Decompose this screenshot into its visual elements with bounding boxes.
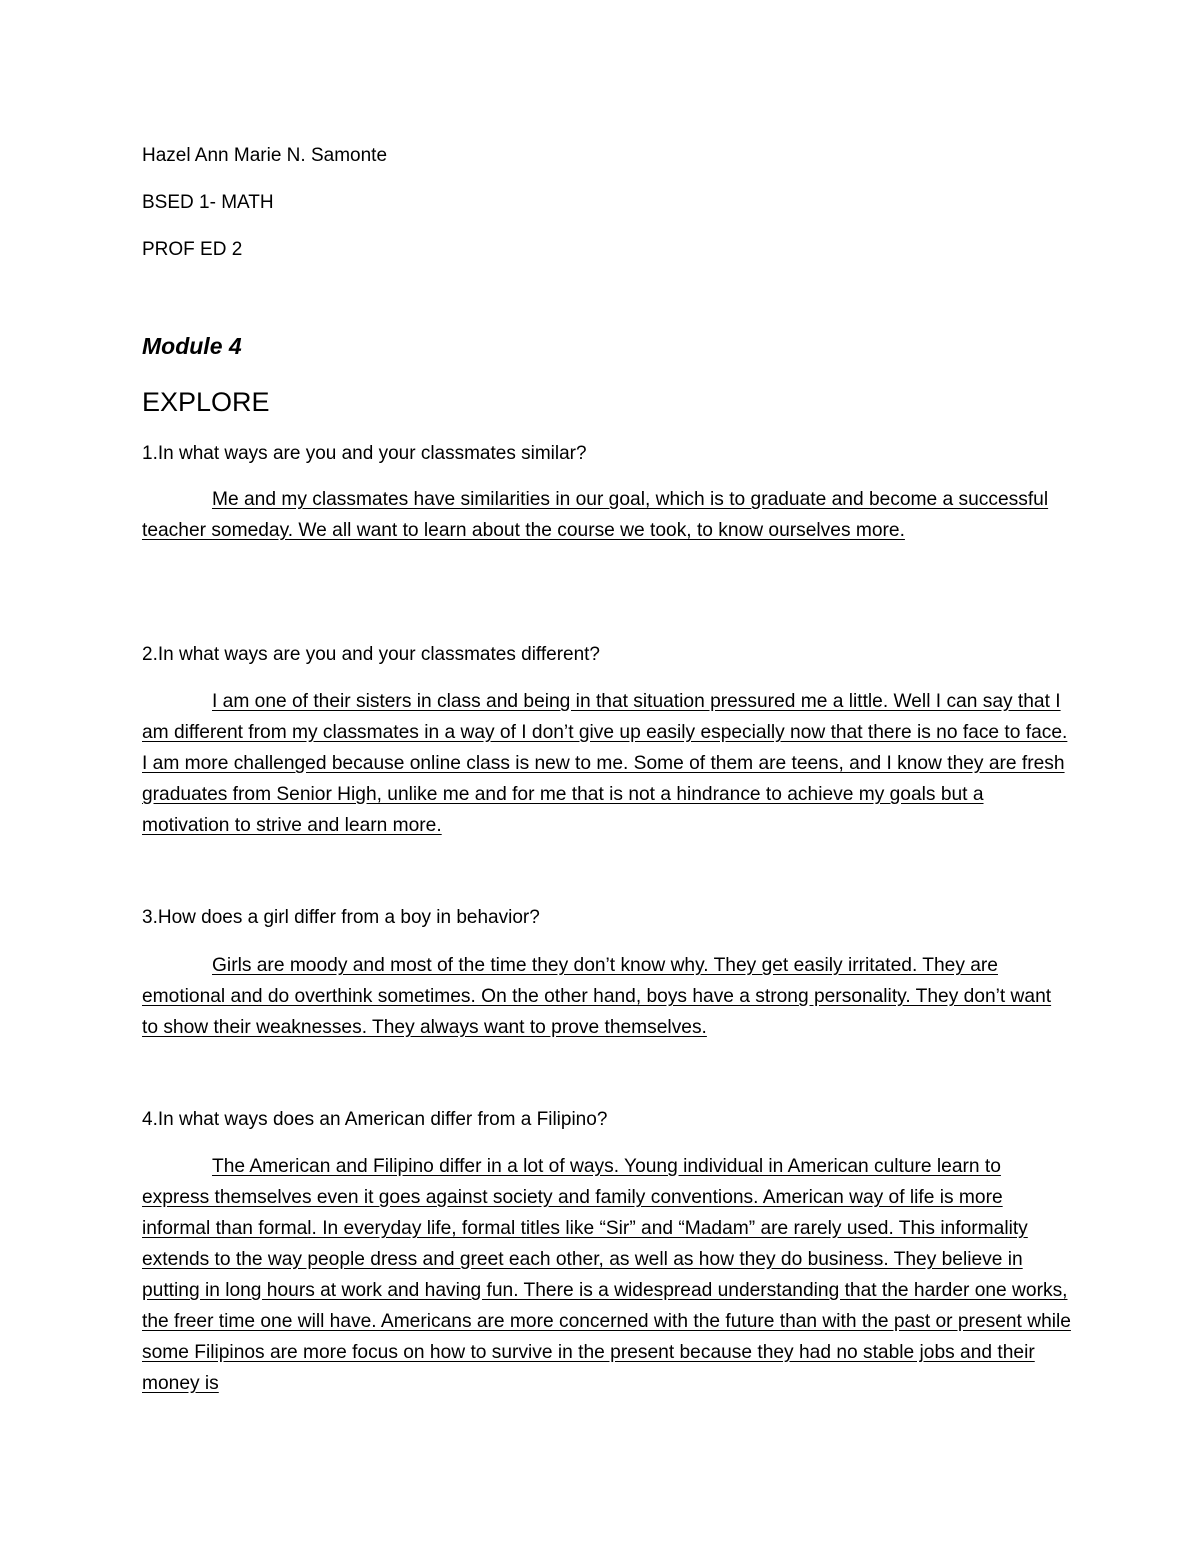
question-3: 3.How does a girl differ from a boy in behavior? (142, 907, 540, 928)
subject-label: PROF ED 2 (142, 239, 243, 260)
course-label: BSED 1- MATH (142, 192, 274, 213)
answer-4: The American and Filipino differ in a lot of ways. Young individual in American culture learn to express themselves even it goes against society and family conventions. American way of life is more informal than formal. In everyday life, formal titles like “Sir” and “Madam” are rarely used. This informality extends to the way people dress and greet each other, as well as how they do business. They believe in putting in long hours at work and having fun. There is a widespread understanding that the harder one works, the freer time one will have. Americans are more concerned with the future than with the past or present while some Filipinos are more focus on how to survive in the present because they had no stable jobs and their money is (142, 1156, 1071, 1394)
answer-1: Me and my classmates have similarities in our goal, which is to graduate and become a successful teacher someday. We all want to learn about the course we took, to know ourselves more. (142, 489, 1049, 541)
module-title: Module 4 (142, 333, 242, 359)
question-1: 1.In what ways are you and your classmates similar? (142, 443, 587, 464)
answer-3: Girls are moody and most of the time they don’t know why. They get easily irritated. They are emotional and do overthink sometimes. On the other hand, boys have a strong personality. They don’t want to show their weaknesses. They always want to prove themselves. (142, 955, 1052, 1038)
answer-2: I am one of their sisters in class and being in that situation pressured me a little. Well I can say that I am different from my classmates in a way of I don’t give up easily especially now that there is no face to face. I am more challenged because online class is new to me. Some of them are teens, and I know they are fresh graduates from Senior High, unlike me and for me that is not a hindrance to achieve my goals but a motivation to strive and learn more. (142, 691, 1068, 836)
question-4: 4.In what ways does an American differ from a Filipino? (142, 1109, 608, 1130)
student-name: Hazel Ann Marie N. Samonte (142, 145, 388, 166)
section-title: EXPLORE (142, 387, 270, 417)
question-2: 2.In what ways are you and your classmates different? (142, 644, 601, 665)
